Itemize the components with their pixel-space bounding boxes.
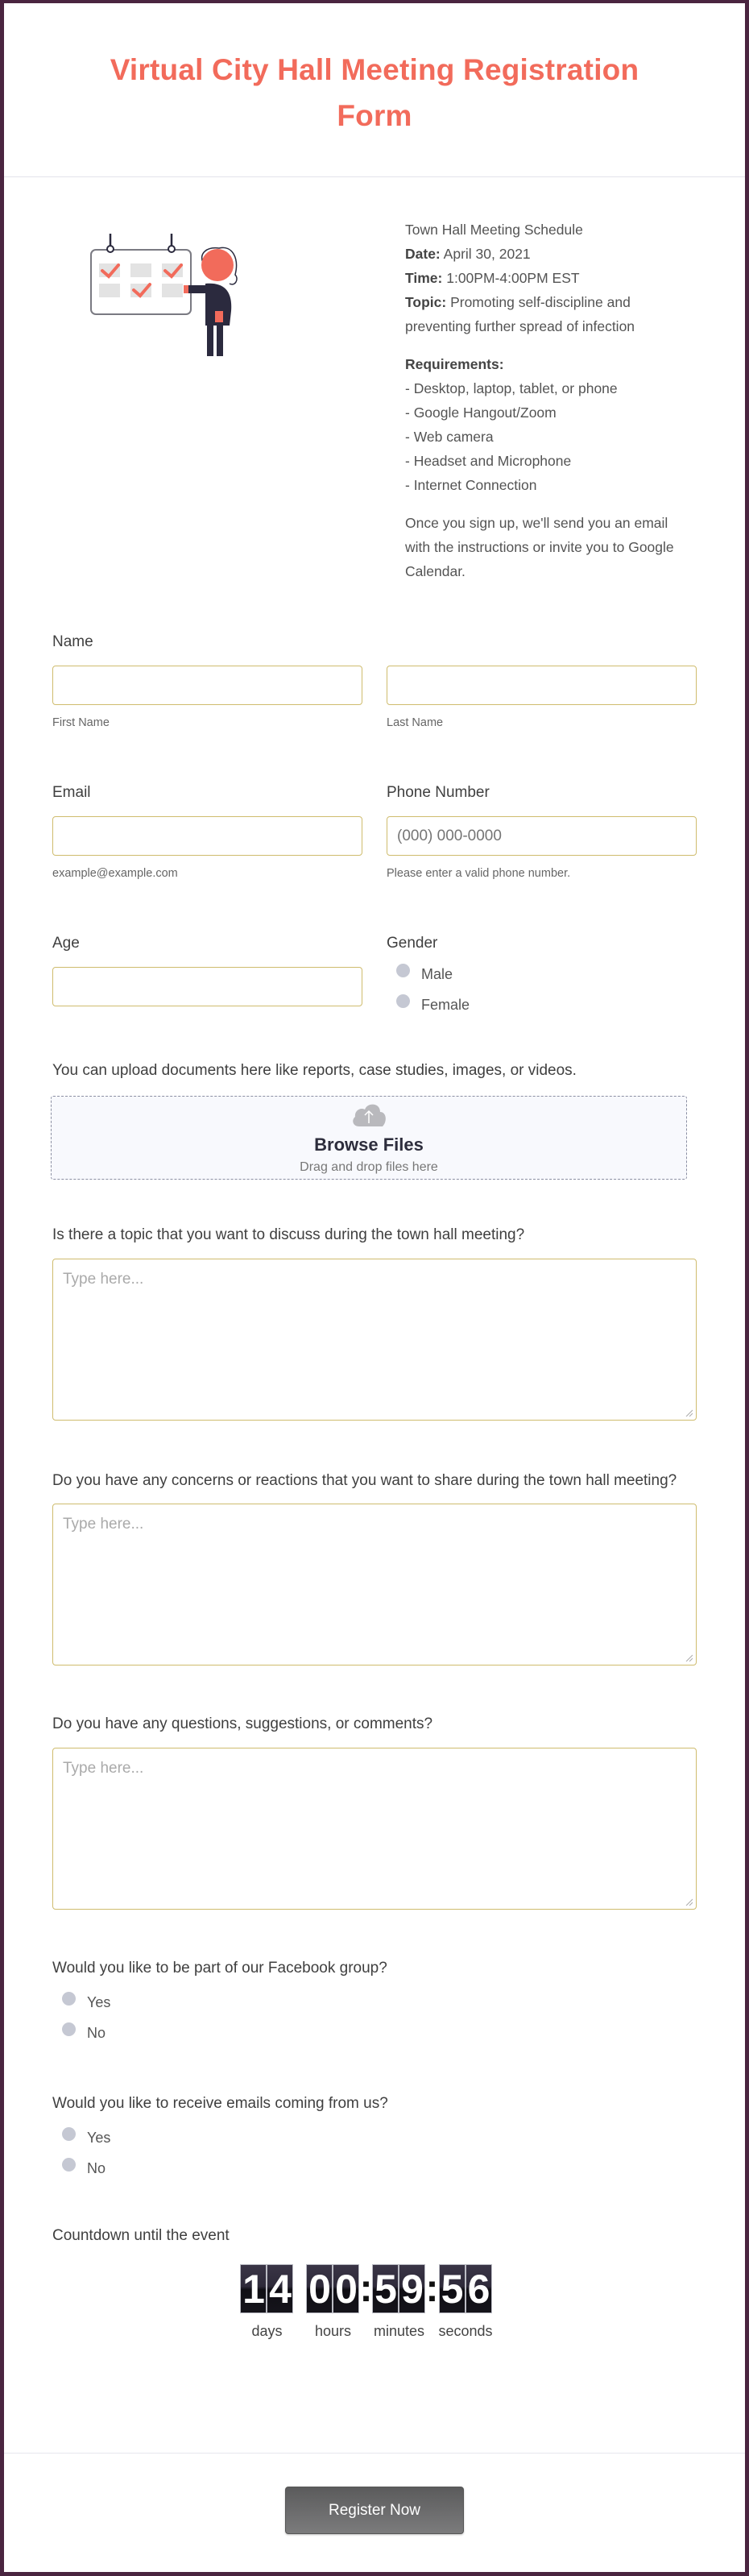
topic-label: Topic: [405,294,447,310]
resize-handle-icon[interactable] [685,1898,693,1906]
textarea-placeholder: Type here... [63,1516,144,1533]
radio-circle-icon[interactable] [62,2022,76,2036]
browse-files-button[interactable]: Browse Files [314,1135,424,1155]
gender-option-male[interactable] [387,959,697,989]
countdown-digit: 5 [439,2264,466,2313]
comments-textarea[interactable] [52,1748,697,1910]
phone-input[interactable] [387,816,697,856]
radio-circle-icon[interactable] [396,964,410,977]
gender-option-female[interactable] [387,989,697,1020]
countdown-digit: 9 [399,2264,425,2313]
countdown-separator: : [425,2267,439,2310]
cloud-upload-icon [350,1101,388,1128]
radio-label: Yes [87,1993,111,2010]
facebook-question-group [4,1960,745,2048]
resize-handle-icon[interactable] [685,1408,693,1417]
countdown-unit: hours [314,2323,351,2339]
meeting-details [391,218,697,580]
email-label: Email [52,784,91,801]
calendar-checklist-icon [86,230,255,359]
comments-question-label: Do you have any questions, suggestions, or comments? [52,1715,433,1732]
facebook-option-yes[interactable] [52,1987,697,2018]
radio-label: Yes [87,2129,111,2146]
email-input[interactable] [52,816,362,856]
countdown-unit: seconds [438,2323,493,2339]
countdown-unit: days [251,2323,283,2339]
concerns-textarea[interactable] [52,1504,697,1665]
first-name-input[interactable] [52,666,362,705]
radio-label: No [87,2159,106,2176]
countdown-digit: 1 [240,2264,267,2313]
requirement-item: - Headset and Microphone [405,453,572,469]
name-label: Name [52,633,93,650]
topic-question-group [4,1226,745,1421]
topic-textarea[interactable] [52,1259,697,1421]
countdown-digit: 0 [333,2264,359,2313]
countdown-digit: 6 [466,2264,492,2313]
radio-label: Female [421,996,470,1013]
requirements-label: Requirements: [405,356,504,372]
last-name-input[interactable] [387,666,697,705]
time-label: Time: [405,270,443,286]
requirement-item: - Desktop, laptop, tablet, or phone [405,380,618,396]
form-header [4,3,745,177]
countdown-digit: 5 [372,2264,399,2313]
radio-circle-icon[interactable] [62,1992,76,2006]
date-value: April 30, 2021 [443,246,531,262]
facebook-question-label: Would you like to be part of our Facebook group? [52,1960,387,1977]
schedule-heading: Town Hall Meeting Schedule [405,222,583,238]
countdown-digit: 0 [306,2264,333,2313]
dropzone-hint: Drag and drop files here [300,1160,438,1174]
form-title: Virtual City Hall Meeting Registration Form [110,52,639,132]
upload-label: You can upload documents here like reports, case studies, images, or videos. [52,1062,577,1079]
countdown-digit: 4 [267,2264,293,2313]
countdown-minutes [372,2264,425,2340]
form-footer [4,2453,745,2572]
textarea-placeholder: Type here... [63,1271,144,1288]
age-input[interactable] [52,967,362,1006]
concerns-question-group [4,1471,745,1665]
countdown-separator: : [359,2267,373,2310]
signup-note: Once you sign up, we'll send you an email with the instructions or invite you to Google Calendar. [405,515,674,579]
resize-handle-icon[interactable] [685,1653,693,1661]
radio-circle-icon[interactable] [62,2158,76,2172]
radio-circle-icon[interactable] [62,2127,76,2141]
facebook-option-no[interactable] [52,2018,697,2048]
file-dropzone[interactable] [51,1096,687,1180]
gender-label: Gender [387,935,438,952]
countdown-label: Countdown until the event [52,2227,230,2244]
countdown-days [240,2264,293,2340]
countdown-unit: minutes [373,2323,424,2339]
first-name-sublabel: First Name [52,716,110,729]
name-field-group [4,633,745,729]
age-label: Age [52,935,80,952]
comments-question-group [4,1715,745,1910]
radio-label: No [87,2024,106,2041]
countdown-timer [36,2264,697,2340]
meeting-info [4,177,745,580]
topic-question-label: Is there a topic that you want to discuss during the town hall meeting? [52,1226,525,1243]
contact-field-group [4,784,745,880]
countdown-seconds [438,2264,492,2340]
emails-question-label: Would you like to receive emails coming from us? [52,2095,388,2112]
date-label: Date: [405,246,441,262]
concerns-question-label: Do you have any concerns or reactions that you want to share during the town hall meeting? [52,1472,677,1489]
requirement-item: - Google Hangout/Zoom [405,404,557,421]
phone-sublabel: Please enter a valid phone number. [387,867,571,880]
registration-form [4,3,745,2572]
radio-circle-icon[interactable] [396,994,410,1008]
emails-option-no[interactable] [52,2153,697,2184]
register-now-button[interactable]: Register Now [285,2487,464,2534]
emails-option-yes[interactable] [52,2122,697,2153]
emails-question-group [4,2095,745,2184]
requirement-item: - Internet Connection [405,477,537,493]
textarea-placeholder: Type here... [63,1760,144,1777]
age-gender-group [4,935,745,1020]
countdown-hours [306,2264,359,2340]
countdown-group [4,2227,745,2340]
upload-group [4,1062,745,1180]
last-name-sublabel: Last Name [387,716,444,729]
radio-label: Male [421,965,453,982]
phone-label: Phone Number [387,784,490,801]
requirement-item: - Web camera [405,429,494,445]
topic-value: Promoting self-discipline and preventing further spread of infection [405,294,635,334]
email-sublabel: example@example.com [52,867,178,880]
calendar-illustration [52,218,391,580]
time-value: 1:00PM-4:00PM EST [446,270,580,286]
